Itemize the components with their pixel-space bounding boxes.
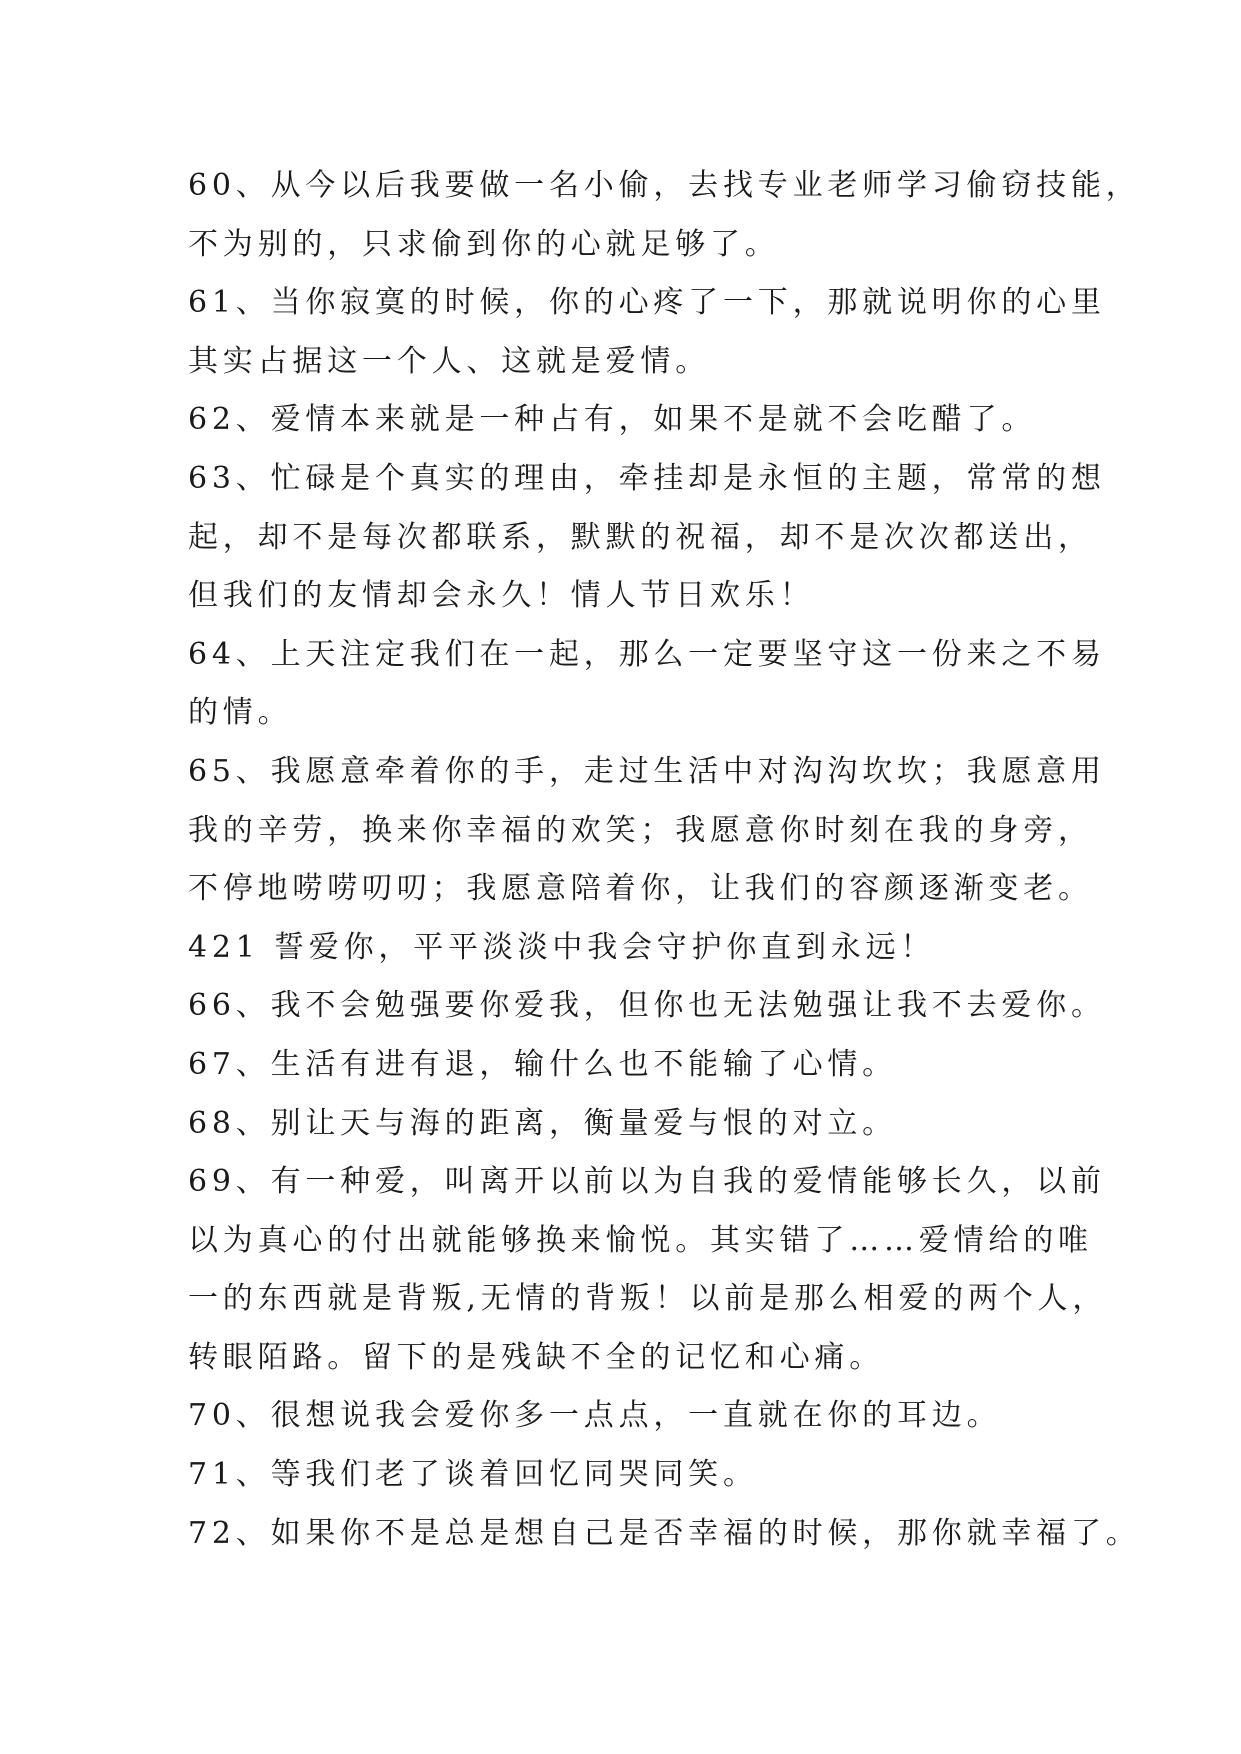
text-line: 以为真心的付出就能够换来愉悦。其实错了……爱情给的唯 — [188, 1222, 1093, 1258]
text-line: 60、从今以后我要做一名小偷，去找专业老师学习偷窃技能， — [188, 168, 1141, 203]
text-line: 但我们的友情却会永久！情人节日欢乐！ — [188, 578, 815, 614]
text-line: 其实占据这一个人、这就是爱情。 — [188, 343, 710, 379]
text-line: 不停地唠唠叨叨；我愿意陪着你，让我们的容颜逐渐变老。 — [188, 871, 1093, 907]
text-line: 62、爱情本来就是一种占有，如果不是就不会吃醋了。 — [188, 402, 1037, 438]
text-line: 69、有一种爱，叫离开以前以为自我的爱情能够长久，以前 — [188, 1164, 1106, 1200]
text-line: 72、如果你不是总是想自己是否幸福的时候，那你就幸福了。 — [188, 1515, 1141, 1551]
text-line: 67、生活有进有退，输什么也不能输了心情。 — [188, 1046, 897, 1082]
text-line: 71、等我们老了谈着回忆同哭同笑。 — [188, 1457, 758, 1493]
text-line: 一的东西就是背叛,无情的背叛！以前是那么相爱的两个人， — [188, 1281, 1108, 1317]
text-line: 66、我不会勉强要你爱我，但你也无法勉强让我不去爱你。 — [188, 988, 1106, 1024]
text-line: 的情。 — [188, 695, 293, 731]
text-line: 421 誓爱你，平平淡淡中我会守护你直到永远！ — [188, 929, 936, 965]
text-line: 64、上天注定我们在一起，那么一定要坚守这一份来之不易 — [188, 636, 1106, 672]
text-line: 63、忙碌是个真实的理由，牵挂却是永恒的主题，常常的想 — [188, 460, 1106, 496]
text-line: 65、我愿意牵着你的手，走过生活中对沟沟坎坎；我愿意用 — [188, 753, 1106, 789]
text-line: 70、很想说我会爱你多一点点，一直就在你的耳边。 — [188, 1398, 1002, 1434]
text-line: 68、别让天与海的距离，衡量爱与恨的对立。 — [188, 1105, 897, 1141]
text-line: 转眼陌路。留下的是残缺不全的记忆和心痛。 — [188, 1339, 884, 1375]
text-line: 61、当你寂寞的时候，你的心疼了一下，那就说明你的心里 — [188, 285, 1106, 321]
text-line: 不为别的，只求偷到你的心就足够了。 — [188, 226, 780, 262]
text-line: 起，却不是每次都联系，默默的祝福，却不是次次都送出， — [188, 519, 1093, 555]
body-text — [188, 157, 1141, 1563]
text-line: 我的辛劳，换来你幸福的欢笑；我愿意你时刻在我的身旁， — [188, 812, 1093, 848]
